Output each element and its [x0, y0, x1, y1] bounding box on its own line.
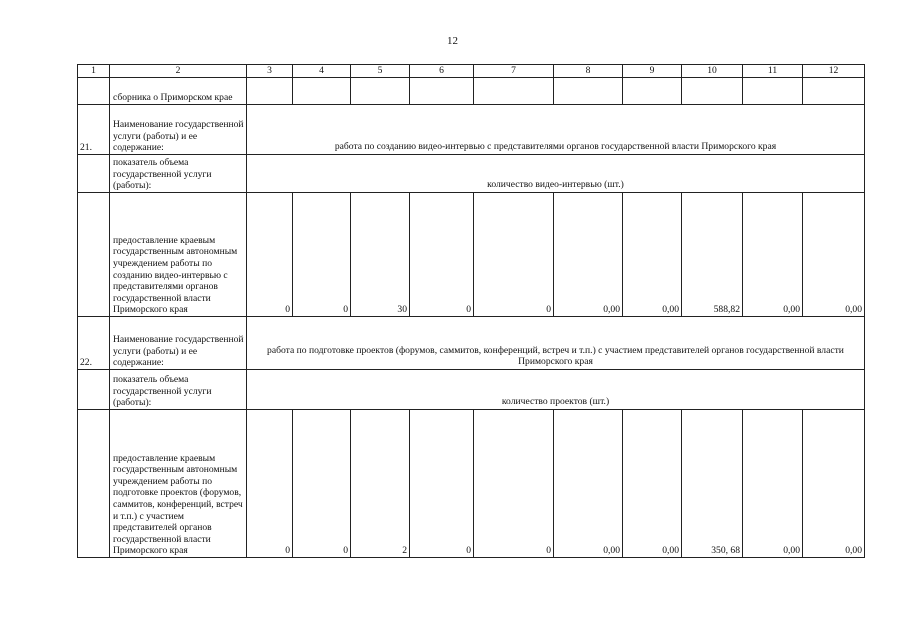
value-cell: 0,00 [554, 410, 623, 558]
data-row [78, 410, 865, 558]
value-cell: 0 [474, 193, 554, 317]
section-index: 21. [78, 105, 110, 155]
continuation-label: сборника о Приморском крае [110, 78, 247, 105]
service-name-label: Наименование государственной услуги (работы) и ее содержание: [110, 317, 247, 370]
column-header: 4 [293, 65, 351, 78]
column-header: 7 [474, 65, 554, 78]
column-number-row [78, 65, 865, 78]
data-row-label: предоставление краевым государственным автономным учреждением работы по созданию видео-интервью с представителями органов государственной власти Приморского края [110, 193, 247, 317]
services-table [77, 64, 865, 558]
data-row [78, 193, 865, 317]
service-name-label: Наименование государственной услуги (работы) и ее содержание: [110, 105, 247, 155]
section-index: 22. [78, 317, 110, 370]
service-name-row [78, 317, 865, 370]
column-header: 12 [803, 65, 865, 78]
indicator-row [78, 370, 865, 410]
value-cell: 2 [351, 410, 410, 558]
continuation-row [78, 78, 865, 105]
indicator-label: показатель объема государственной услуги (работы): [110, 370, 247, 410]
column-header: 5 [351, 65, 410, 78]
value-cell: 0 [474, 410, 554, 558]
column-header: 10 [682, 65, 743, 78]
value-cell: 30 [351, 193, 410, 317]
value-cell: 0,00 [743, 193, 803, 317]
service-name-row [78, 105, 865, 155]
value-cell: 0 [293, 410, 351, 558]
column-header: 3 [247, 65, 293, 78]
value-cell: 0 [410, 410, 474, 558]
column-header: 9 [623, 65, 682, 78]
indicator-value: количество проектов (шт.) [247, 370, 865, 410]
column-header: 1 [78, 65, 110, 78]
value-cell: 0,00 [743, 410, 803, 558]
value-cell: 0,00 [623, 193, 682, 317]
indicator-row [78, 155, 865, 193]
service-name-value: работа по созданию видео-интервью с представителями органов государственной власти Приморского края [247, 105, 865, 155]
value-cell: 0 [247, 410, 293, 558]
indicator-label: показатель объема государственной услуги (работы): [110, 155, 247, 193]
value-cell: 0,00 [623, 410, 682, 558]
value-cell: 0 [293, 193, 351, 317]
value-cell: 0,00 [803, 193, 865, 317]
column-header: 6 [410, 65, 474, 78]
column-header: 11 [743, 65, 803, 78]
column-header: 8 [554, 65, 623, 78]
service-name-value: работа по подготовке проектов (форумов, саммитов, конференций, встреч и т.п.) с участием представителей органов государственной власти Приморского края [247, 317, 865, 370]
value-cell: 588,82 [682, 193, 743, 317]
column-header: 2 [110, 65, 247, 78]
value-cell: 0,00 [554, 193, 623, 317]
value-cell: 0 [410, 193, 474, 317]
indicator-value: количество видео-интервью (шт.) [247, 155, 865, 193]
value-cell: 350, 68 [682, 410, 743, 558]
data-row-label: предоставление краевым государственным автономным учреждением работы по подготовке проектов (форумов, саммитов, конференций, встреч и т.п.) с участием представителей органов государственной власти Приморского края [110, 410, 247, 558]
value-cell: 0,00 [803, 410, 865, 558]
value-cell: 0 [247, 193, 293, 317]
page-number: 12 [447, 35, 458, 47]
